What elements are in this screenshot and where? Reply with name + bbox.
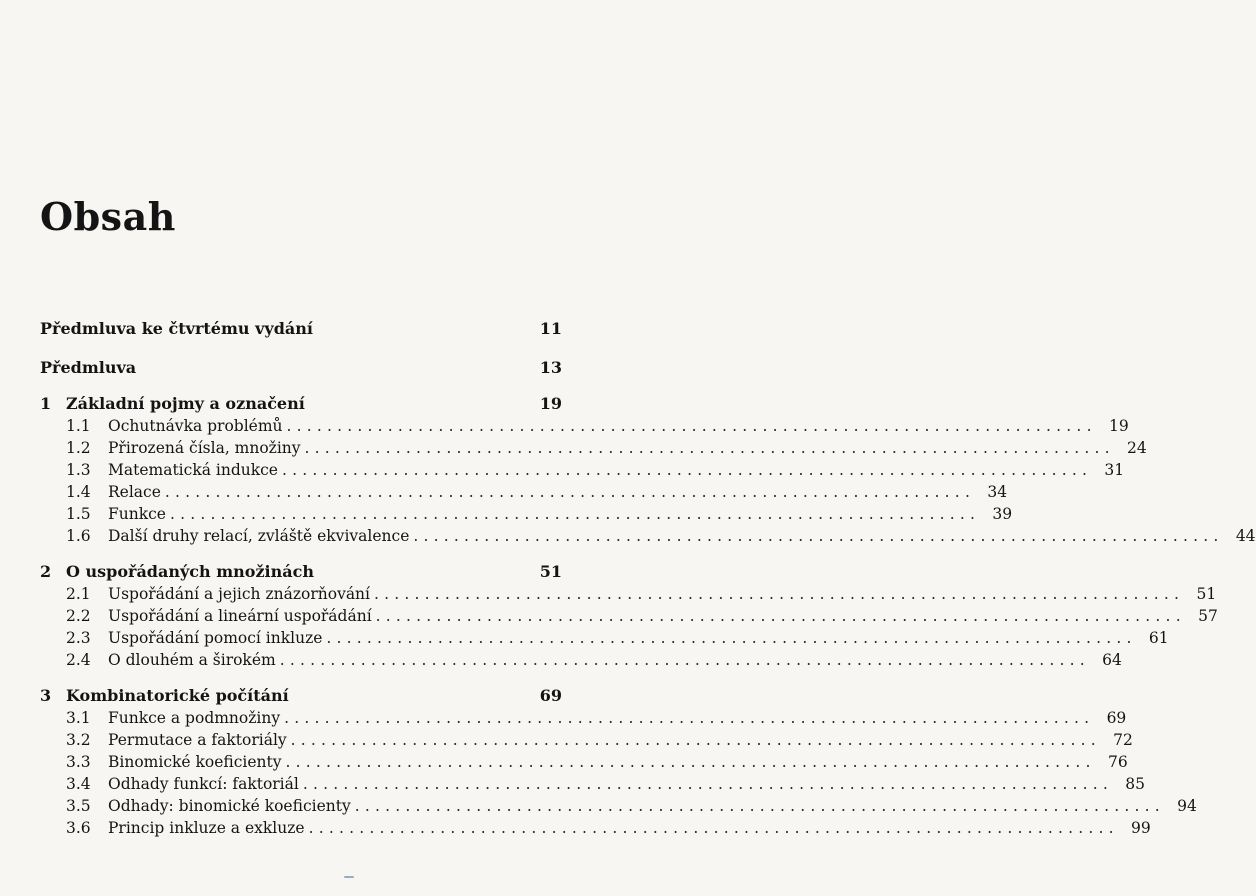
gap (40, 547, 562, 561)
section-title: Uspořádání a lineární uspořádání (108, 607, 372, 625)
section-number: 3.2 (66, 731, 91, 749)
section-number: 3.1 (66, 709, 91, 727)
section-number: 2.1 (66, 585, 91, 603)
dot-leader: ................................................................................ (413, 527, 1224, 545)
section-page: 31 (1104, 461, 1125, 479)
section-title: Princip inkluze a exkluze (108, 819, 305, 837)
section-number: 1.3 (66, 461, 91, 479)
toc-section (40, 795, 1197, 817)
section-number: 3.5 (66, 797, 91, 815)
section-title: Binomické koeficienty (108, 753, 282, 771)
toc-section (40, 437, 1147, 459)
chapter-number: 1 (40, 394, 52, 413)
toc-section (40, 481, 1008, 503)
section-number: 2.3 (66, 629, 91, 647)
section-title: Matematická indukce (108, 461, 278, 479)
entry-title: Předmluva (40, 358, 137, 377)
dot-leader: ................................................................................ (286, 417, 1097, 435)
entry-page: 11 (539, 319, 562, 338)
dot-leader: ................................................................................ (169, 505, 981, 523)
section-title: Funkce (108, 505, 166, 523)
toc-chapter (40, 561, 562, 583)
section-number: 2.4 (66, 651, 91, 669)
section-page: 24 (1126, 439, 1147, 457)
toc-section (40, 773, 1146, 795)
section-title: Funkce a podmnožiny (108, 709, 281, 727)
gap (40, 379, 562, 393)
section-page: 69 (1106, 709, 1127, 727)
chapter-number: 3 (40, 686, 52, 705)
toc-section (40, 751, 1128, 773)
section-page: 72 (1113, 731, 1133, 749)
section-page: 94 (1177, 797, 1197, 815)
dot-leader: ................................................................................ (375, 607, 1186, 625)
section-title: Uspořádání a jejich znázorňování (108, 585, 371, 603)
chapter-page: 69 (539, 686, 562, 705)
section-number: 1.1 (66, 417, 91, 435)
chapter-page: 51 (539, 562, 562, 581)
gap (40, 340, 562, 357)
scan-mark (344, 876, 354, 878)
section-page: 57 (1198, 607, 1218, 625)
toc-chapter (40, 393, 562, 415)
toc-section (40, 729, 1133, 751)
dot-leader: ................................................................................ (354, 797, 1165, 815)
section-number: 1.5 (66, 505, 91, 523)
dot-leader: ................................................................................ (281, 461, 1093, 479)
chapter-title: Kombinatorické počítání (66, 686, 289, 705)
toc-section (40, 459, 1125, 481)
dot-leader: ................................................................................ (304, 439, 1115, 457)
section-page: 44 (1235, 527, 1256, 545)
toc-entry-front (40, 318, 562, 340)
toc-section (40, 503, 1013, 525)
section-title: Další druhy relací, zvláště ekvivalence (108, 527, 410, 545)
toc-section (40, 707, 1127, 729)
section-page: 99 (1131, 819, 1151, 837)
section-page: 19 (1108, 417, 1129, 435)
toc-section (40, 817, 1151, 839)
entry-title: Předmluva ke čtvrtému vydání (40, 319, 313, 338)
section-number: 1.6 (66, 527, 91, 545)
gap (40, 671, 562, 685)
section-title: Ochutnávka problémů (108, 417, 283, 435)
section-title: O dlouhém a širokém (108, 651, 276, 669)
section-title: Uspořádání pomocí inkluze (108, 629, 323, 647)
section-page: 85 (1125, 775, 1146, 793)
section-page: 34 (987, 483, 1008, 501)
toc-section (40, 415, 1129, 437)
section-page: 76 (1107, 753, 1128, 771)
toc-section (40, 649, 1122, 671)
section-title: Odhady: binomické koeficienty (108, 797, 351, 815)
section-page: 64 (1102, 651, 1122, 669)
section-page: 39 (992, 505, 1013, 523)
chapter-title: O uspořádaných množinách (66, 562, 315, 581)
section-number: 1.2 (66, 439, 91, 457)
section-number: 3.4 (66, 775, 91, 793)
section-title: Přirozená čísla, množiny (108, 439, 301, 457)
toc-section (40, 583, 1217, 605)
section-number: 1.4 (66, 483, 91, 501)
dot-leader: ................................................................................ (284, 709, 1095, 727)
dot-leader: ................................................................................ (279, 651, 1090, 669)
dot-leader: ................................................................................ (308, 819, 1119, 837)
chapter-number: 2 (40, 562, 52, 581)
dot-leader: ................................................................................ (164, 483, 976, 501)
dot-leader: ................................................................................ (290, 731, 1101, 749)
section-title: Relace (108, 483, 161, 501)
chapter-page: 19 (539, 394, 562, 413)
toc-section (40, 605, 1218, 627)
section-number: 3.6 (66, 819, 91, 837)
section-page: 51 (1196, 585, 1217, 603)
dot-leader: ................................................................................ (302, 775, 1114, 793)
section-title: Permutace a faktoriály (108, 731, 287, 749)
section-title: Odhady funkcí: faktoriál (108, 775, 299, 793)
dot-leader: ................................................................................ (326, 629, 1137, 647)
page-title: Obsah (40, 194, 176, 239)
entry-page: 13 (539, 358, 562, 377)
section-number: 2.2 (66, 607, 91, 625)
toc-section (40, 627, 1169, 649)
dot-leader: ................................................................................ (285, 753, 1096, 771)
chapter-title: Základní pojmy a označení (66, 394, 305, 413)
section-page: 61 (1148, 629, 1169, 647)
dot-leader: ................................................................................ (374, 585, 1185, 603)
toc-chapter (40, 685, 562, 707)
table-of-contents (40, 318, 1256, 839)
section-number: 3.3 (66, 753, 91, 771)
toc-entry-front (40, 357, 562, 379)
toc-section (40, 525, 1256, 547)
